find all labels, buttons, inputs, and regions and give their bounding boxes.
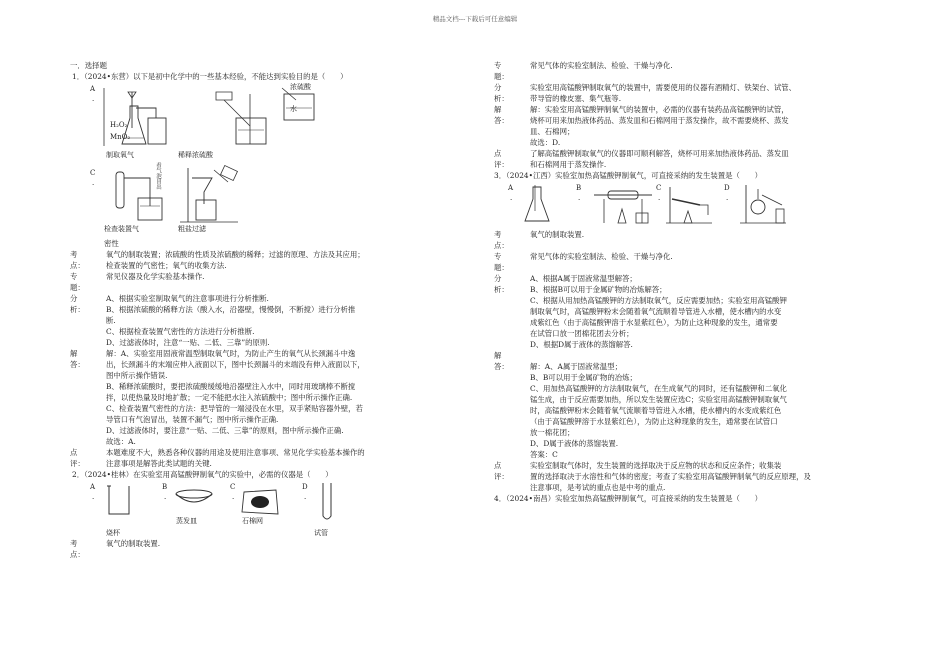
q1-zhuanti: 专题： 常见仪器及化学实验基本操作. (70, 272, 205, 292)
q3-kaodian: 考点： 氧气的制取装置. (494, 230, 585, 250)
question-1-stem: 1．（2024•东营）以下是初中化学中的一些基本经验，不能达到实验目的是（ ） (72, 72, 348, 81)
mno2-label: MnO₂ (110, 133, 131, 141)
dish-name: 蒸发皿 (176, 517, 197, 525)
left-column (70, 60, 450, 559)
h2o2-label: H₂O₂ (110, 121, 128, 129)
question-2-figures: A . B . C . D . 烧杯 蒸发皿 石棉网 试管 (70, 480, 450, 538)
page-header: 精品文档---下载后可任意编辑 (432, 15, 518, 23)
q3-dianping: 点评： 实验室制取气体时，发生装置的选择取决于反应物的状态和反应条件；收集装 置的选择取决于水溶性和气体的密度；考查了实验室用高锰酸钾制氧气的反应原理，及 注意事项，是考试的重点也是中考的重点. (494, 461, 811, 492)
gauze-name: 石棉网 (242, 517, 263, 525)
airtight-check-figure (110, 166, 180, 224)
q1-dianping: 点评： 本题难度不大，熟悉各种仪器的用途及使用注意事项、常见化学实验基本操作的 注意事项是解答此类试题的关键. (70, 448, 365, 468)
option-a-label: A (90, 85, 96, 93)
figure-caption-3b: 密性 (104, 239, 119, 248)
dianping-tag: 点评： (70, 448, 85, 468)
filtration-figure (178, 164, 248, 224)
q3-zhuanti: 专题： 常见气体的实验室制法、检验、干燥与净化. (494, 252, 673, 272)
metal-reduction-figure (590, 185, 656, 225)
question-2-stem: 2．（2024•桂林）在实验室用高锰酸钾制氧气的实验中，必需的仪器是（ ） (72, 470, 333, 479)
bubble-note: 看气泡冒出 (155, 162, 161, 190)
q1-fenxi: 分析： A、根据实验室制取氧气的注意事项进行分析推断. B、根据浓硫酸的稀释方法（酸入水，沿器壁，慢慢倒，不断搅）进行分析推 断. C、根据检查装置气密性的方法进行分析推断. D、过滤液体时，注意“一贴、二低、三靠”的原则. (70, 294, 356, 347)
q2-fenxi: 分析： 实验室用高锰酸钾制取氧气的装置中，需要使用的仪器有酒精灯、铁架台、试管、 带导管的橡皮塞、集气瓶等. (494, 83, 797, 103)
right-column (494, 60, 914, 504)
q2-kaodian: 考点： 氧气的制取装置. (70, 539, 161, 559)
distillation-figure (738, 183, 788, 225)
water-label: 水 (290, 105, 297, 113)
q3-jieda: 解答： 解：A、A属于固液常温型； B、B可以用于金属矿物的冶炼； C、用加热高锰酸钾的方法制取氧气，在生成氧气的同时，还有锰酸钾和二氧化 锰生成，由于反应需要加热，所以发生装置应选C；实验室用高锰酸钾制取氧气 时，高锰酸钾粉末会随着氧气流顺着导管进入水槽，使水槽内的水变成紫红色 （由于高锰酸钾溶于水显紫红色），为防止这种现象的发生，通常要在试管口 放一棉花团； D、D属于液体的蒸馏装置. 答案：C (494, 351, 787, 459)
beaker-figure (106, 484, 132, 516)
tube-name: 试管 (314, 529, 328, 537)
question-4-stem: 4．（2024•南昌）实验室加热高锰酸钾制氧气，可直接采纳的发生装置是（ ） (494, 494, 763, 503)
q2-jieda: 解答： 解：实验室用高锰酸钾制氧气的装置中，必需的仪器有装药品高锰酸钾的试管， 烧杯可用来加热液体药品、蒸发皿和石棉网用于蒸发操作，故不需要烧杯、蒸发 皿、石棉网； 故选：D. (494, 105, 789, 147)
asbestos-gauze-figure (240, 488, 280, 516)
option-c-label: C (90, 169, 96, 177)
acid-label: 浓硫酸 (290, 83, 311, 91)
zhuanti-tag: 专题： (70, 272, 85, 292)
evaporating-dish-figure (174, 488, 214, 508)
q2-dianping: 点评： 了解高锰酸钾制取氧气的仪器即可顺利解答，烧杯可用来加热液体药品、蒸发皿 和石棉网用于蒸发操作. (494, 149, 789, 169)
section-title: 一．选择题 (70, 61, 107, 70)
q3-fenxi: 分析： A、根据A属于固液常温型解答； B、根据B可以用于金属矿物的冶炼解答； C、根据从用加热高锰酸钾的方法制取氧气，反应需要加热；实验室用高锰酸钾 制取氧气时，高锰酸钾粉末会随着氧气流顺着导管进入水槽，使水槽内的水变 成紫红色（由于高锰酸钾溶于水显紫红色），为防止这种现象的发生，通常要 在试管口放一团棉花团去分析； D、根据D属于液体的蒸馏解答. (494, 274, 787, 349)
question-3-figures: A . B . C . D . (494, 181, 914, 229)
q2-zhuanti: 专题： 常见气体的实验室制法、检验、干燥与净化. (494, 61, 673, 81)
figure-caption-3a: 检查装置气 (104, 225, 139, 233)
question-1-figures: A . H₂O₂ MnO₂ 水 浓硫酸 制取氧气 稀释浓硫酸 C . 看气泡冒出 检查装置气 粗盐过滤 (70, 82, 450, 238)
dilute-acid-figure (210, 86, 280, 148)
fenxi-tag: 分析： (70, 294, 85, 314)
test-tube-figure (320, 482, 334, 522)
question-3-stem: 3．（2024•江西）实验室加热高锰酸钾制氧气，可直接采纳的发生装置是（ ） (494, 171, 763, 180)
beaker-name: 烧杯 (106, 529, 120, 537)
kaodian-tag: 考点： (70, 250, 85, 270)
figure-caption-4: 粗盐过滤 (178, 225, 206, 233)
figure-caption-2: 稀释浓硫酸 (178, 151, 213, 159)
flask-figure (522, 185, 552, 225)
figure-caption-1: 制取氧气 (106, 151, 134, 159)
q1-kaodian: 考点： 氧气的制取装置；浓硫酸的性质及浓硫酸的稀释；过滤的原理、方法及其应用； 检查装置的气密性；氧气的收集方法. (70, 250, 365, 270)
jieda-tag: 解答： (70, 349, 85, 369)
q1-jieda: 解答： 解：A、实验室用固液常温型制取氧气时，为防止产生的氧气从长颈漏斗中逸 出，长颈漏斗的末端应伸入液面以下，图中长颈漏斗的末端没有伸入液面以下， 图中所示操作错误. B、稀释浓硫酸时，要把浓硫酸缓缓地沿器壁注入水中，同时用玻璃棒不断搅 拌，以使热量及时地扩散；一定不能把水注入浓硫酸中；图中所示操作正确. C、检查装置气密性的方法：把导管的一端浸没在水里，双手紧贴容器外壁，若 导管口有气泡冒出，装置不漏气；图中所示操作正确. D、过滤液体时，要注意“一贴、二低、三靠”的原则，图中所示操作正确. 故选：A. (70, 349, 365, 446)
heating-tube-figure (664, 185, 714, 225)
